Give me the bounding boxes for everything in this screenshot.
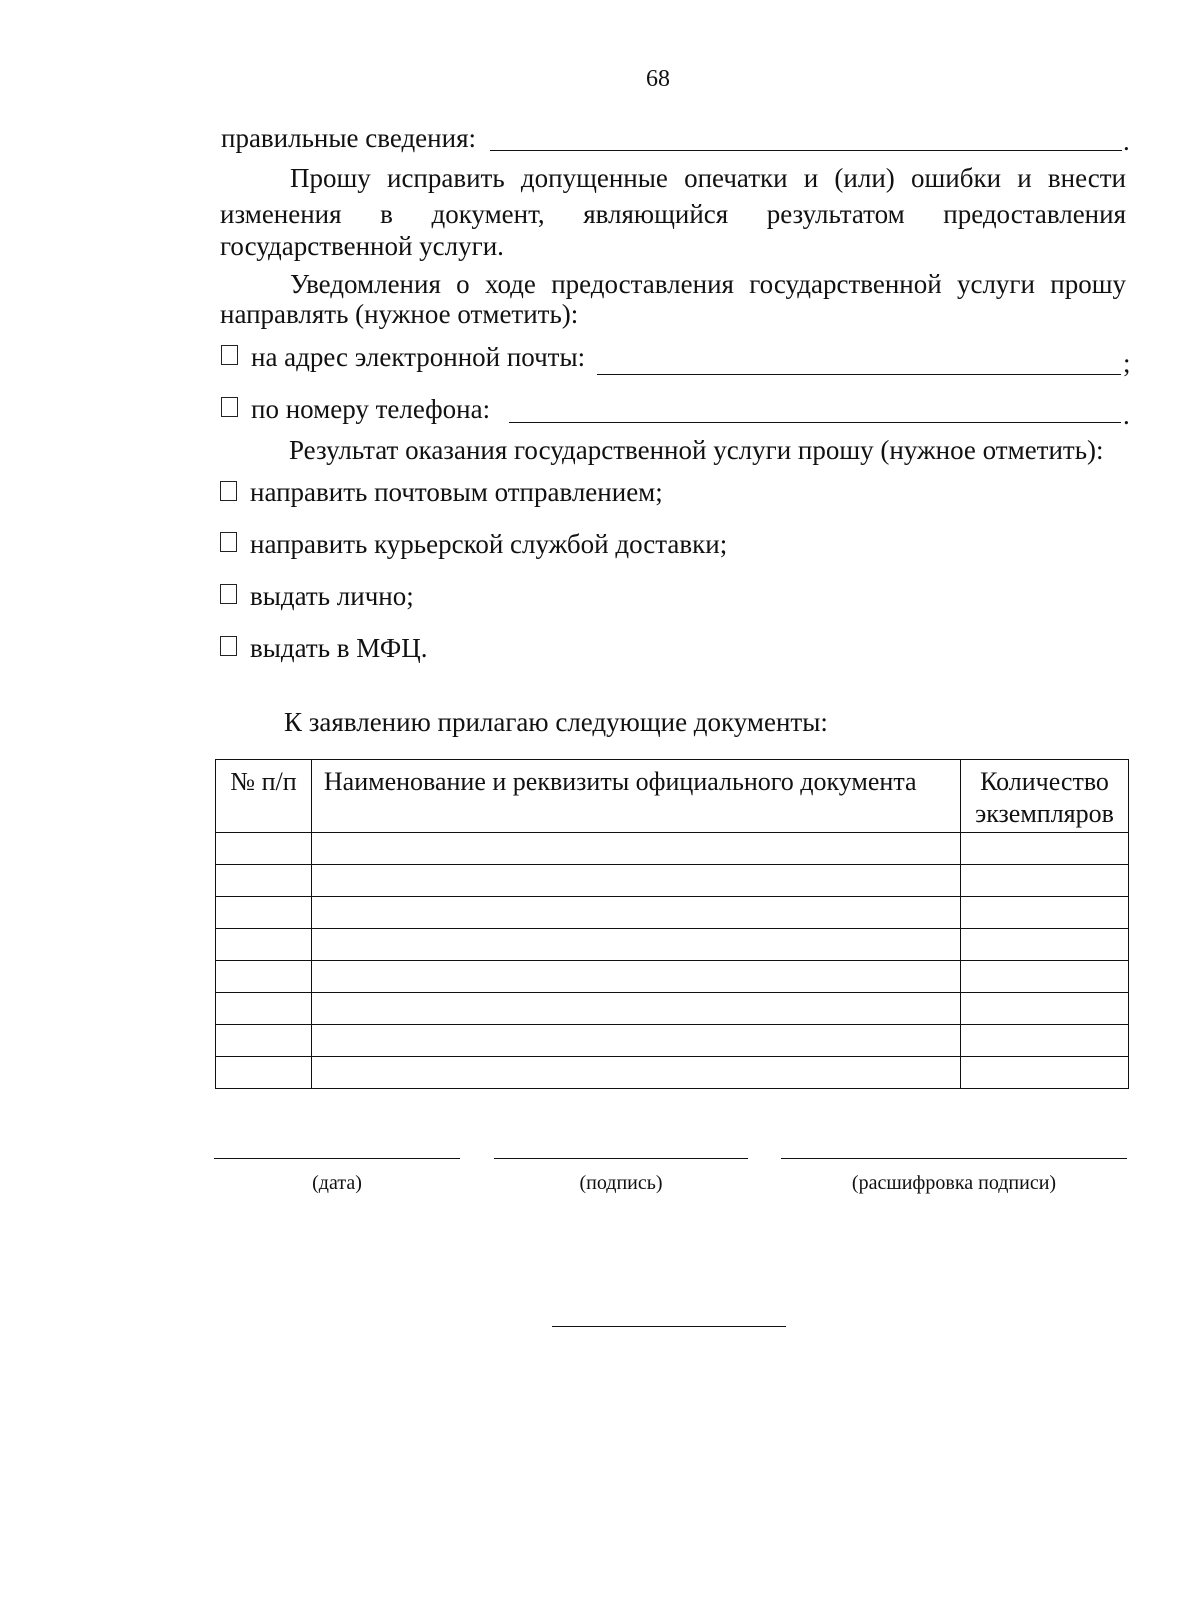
signature-decoding-caption: (расшифровка подписи) bbox=[851, 1172, 1057, 1194]
table-cell[interactable] bbox=[216, 897, 312, 929]
courier-delivery-label: направить курьерской службой доставки; bbox=[250, 529, 728, 559]
email-option-label: на адрес электронной почты: bbox=[251, 342, 586, 372]
table-cell[interactable] bbox=[311, 1025, 960, 1057]
table-cell[interactable] bbox=[311, 929, 960, 961]
correct-info-label: правильные сведения: bbox=[221, 123, 476, 153]
notifications-line-2: направлять (нужное отметить): bbox=[220, 299, 579, 329]
mfc-label: выдать в МФЦ. bbox=[250, 633, 428, 663]
table-row bbox=[216, 897, 1129, 929]
table-row bbox=[216, 961, 1129, 993]
table-cell[interactable] bbox=[961, 929, 1129, 961]
in-person-checkbox[interactable] bbox=[220, 584, 237, 604]
table-cell[interactable] bbox=[311, 865, 960, 897]
table-cell[interactable] bbox=[216, 961, 312, 993]
email-checkbox[interactable] bbox=[221, 345, 238, 365]
table-row bbox=[216, 833, 1129, 865]
result-intro: Результат оказания государственной услуги прошу (нужное отметить): bbox=[289, 435, 1104, 465]
mail-delivery-checkbox[interactable] bbox=[220, 481, 237, 501]
table-cell[interactable] bbox=[216, 1057, 312, 1089]
correct-info-end: . bbox=[1123, 126, 1130, 156]
table-cell[interactable] bbox=[311, 961, 960, 993]
table-cell[interactable] bbox=[311, 897, 960, 929]
table-cell[interactable] bbox=[216, 833, 312, 865]
closing-divider bbox=[552, 1326, 786, 1327]
mail-delivery-label: направить почтовым отправлением; bbox=[250, 477, 663, 507]
notifications-line-1: Уведомления о ходе предоставления государственной услуги прошу bbox=[290, 269, 1126, 299]
table-cell[interactable] bbox=[216, 1025, 312, 1057]
page-number: 68 bbox=[646, 66, 670, 92]
column-header-number: № п/п bbox=[216, 760, 312, 833]
table-cell[interactable] bbox=[961, 961, 1129, 993]
phone-option-label: по номеру телефона: bbox=[251, 394, 491, 424]
attachments-intro: К заявлению прилагаю следующие документы: bbox=[284, 707, 828, 737]
table-cell[interactable] bbox=[216, 993, 312, 1025]
signature-decoding-line[interactable] bbox=[781, 1158, 1127, 1159]
email-fill-line[interactable] bbox=[597, 374, 1121, 375]
table-cell[interactable] bbox=[311, 833, 960, 865]
table-cell[interactable] bbox=[311, 993, 960, 1025]
table-row bbox=[216, 993, 1129, 1025]
request-line-2: изменения в документ, являющийся результатом предоставления bbox=[220, 199, 1126, 229]
column-header-document-name: Наименование и реквизиты официального документа bbox=[311, 760, 960, 833]
table-cell[interactable] bbox=[961, 1057, 1129, 1089]
correct-info-fill-line[interactable] bbox=[490, 150, 1122, 151]
request-line-1: Прошу исправить допущенные опечатки и (или) ошибки и внести bbox=[290, 163, 1126, 193]
table-cell[interactable] bbox=[961, 1025, 1129, 1057]
table-cell[interactable] bbox=[961, 865, 1129, 897]
table-cell[interactable] bbox=[216, 865, 312, 897]
signature-caption: (подпись) bbox=[579, 1172, 663, 1194]
courier-delivery-checkbox[interactable] bbox=[220, 532, 237, 552]
request-line-3: государственной услуги. bbox=[220, 231, 504, 261]
attachments-table bbox=[215, 759, 1129, 1089]
phone-fill-line[interactable] bbox=[509, 422, 1121, 423]
table-row bbox=[216, 929, 1129, 961]
phone-checkbox[interactable] bbox=[221, 397, 238, 417]
signature-line[interactable] bbox=[494, 1158, 748, 1159]
table-cell[interactable] bbox=[961, 993, 1129, 1025]
table-cell[interactable] bbox=[216, 929, 312, 961]
table-row bbox=[216, 865, 1129, 897]
table-row bbox=[216, 1025, 1129, 1057]
table-cell[interactable] bbox=[961, 897, 1129, 929]
phone-option-end: . bbox=[1123, 400, 1130, 430]
column-header-copies-count: Количество экземпляров bbox=[961, 760, 1129, 833]
table-row bbox=[216, 1057, 1129, 1089]
date-line[interactable] bbox=[214, 1158, 460, 1159]
mfc-checkbox[interactable] bbox=[220, 636, 237, 656]
in-person-label: выдать лично; bbox=[250, 581, 414, 611]
table-cell[interactable] bbox=[311, 1057, 960, 1089]
date-caption: (дата) bbox=[312, 1172, 362, 1194]
table-header-row bbox=[216, 760, 1129, 833]
table-cell[interactable] bbox=[961, 833, 1129, 865]
email-option-end: ; bbox=[1123, 348, 1131, 378]
